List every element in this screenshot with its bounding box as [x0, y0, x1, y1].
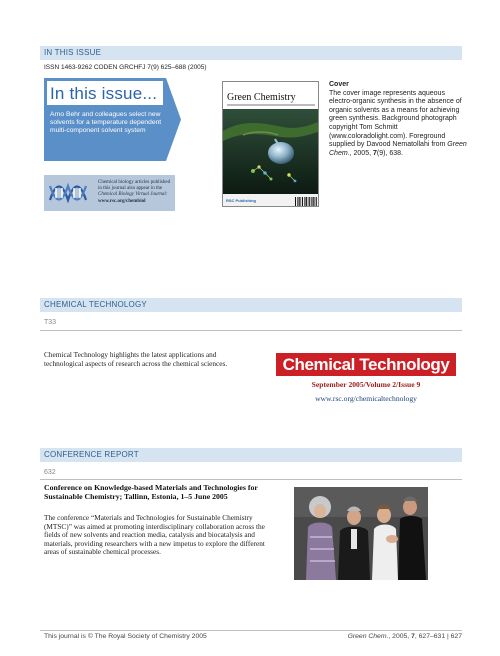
- chemical-technology-url-link[interactable]: www.rsc.org/chemicaltechnology: [315, 394, 417, 403]
- barcode-icon: [295, 197, 317, 206]
- conference-body: The conference “Materials and Technologies for Sustainable Chemistry (MTSC)” was aimed at promoting interdisciplinary collaboration across the fields of new solvents and reaction media, catalysis and biocatalysis and materials, providing researchers with a new impetus to explore the different areas of sustainable chemical processes.: [44, 513, 265, 557]
- chemical-technology-text: Chemical Technology highlights the latest applications and technological aspects of research across the chemical sciences.: [44, 350, 228, 368]
- section-header-conference-report: CONFERENCE REPORT: [40, 448, 462, 462]
- section-code-t33: T33: [44, 319, 57, 326]
- section-divider: [40, 479, 462, 480]
- cover-caption-heading: Cover: [329, 81, 349, 88]
- cbvj-text: Chemical biology articles published in this journal also appear in the Chemical Biology Virtual Journal: www.rsc.org/chembiol: [98, 180, 174, 205]
- journal-cover-thumbnail[interactable]: [222, 81, 319, 207]
- issn-line: ISSN 1463-9262 CODEN GRCHFJ 7(9) 625–688 (2005): [44, 64, 207, 71]
- page-number: 627: [450, 633, 462, 640]
- cover-subtitle-line: [227, 104, 315, 106]
- conference-photo: [294, 487, 428, 580]
- in-this-issue-promo[interactable]: [44, 78, 182, 161]
- section-header-in-this-issue: IN THIS ISSUE: [40, 46, 462, 60]
- section-header-chemical-technology: CHEMICAL TECHNOLOGY: [40, 298, 462, 312]
- chemical-technology-logo[interactable]: Chemical Technology: [276, 353, 456, 376]
- chemical-technology-issue: September 2005/Volume 2/Issue 9: [311, 380, 421, 389]
- cover-title: Green Chemistry: [227, 92, 296, 103]
- cover-caption: Cover The cover image represents aqueous electro-organic synthesis in the absence of organic solvents as a means for achieving green synthesis. Background photograph copyright Tom Schmitt (www.coloradolight.com). Foreground supplied by Davood Nematollahi from Green Chem., 2005, 7(9), 638.: [329, 81, 469, 158]
- promo-title: In this issue...: [50, 84, 158, 103]
- cover-publisher: RSC Publishing: [226, 198, 256, 203]
- promo-text: Arno Behr and colleagues select new solvents for a temperature dependent multi-component solvent system: [50, 111, 162, 135]
- cover-image-water-drop: [223, 109, 319, 194]
- footer-copyright: This journal is © The Royal Society of Chemistry 2005: [44, 633, 207, 640]
- conference-photo-people: [294, 487, 428, 580]
- section-code-632: 632: [44, 469, 56, 476]
- footer-divider: [40, 630, 462, 631]
- chemical-biology-virtual-journal-box[interactable]: [44, 175, 175, 211]
- cbvj-url-link[interactable]: www.rsc.org/chembiol: [98, 198, 146, 204]
- conference-title[interactable]: Conference on Knowledge-based Materials and Technologies for Sustainable Chemistry; Tallinn, Estonia, 1–5 June 2005: [44, 483, 258, 501]
- dna-helix-icon: [48, 180, 94, 206]
- section-divider: [40, 330, 462, 331]
- footer-citation: Green Chem., 2005, 7, 627–631 | 627: [347, 633, 462, 640]
